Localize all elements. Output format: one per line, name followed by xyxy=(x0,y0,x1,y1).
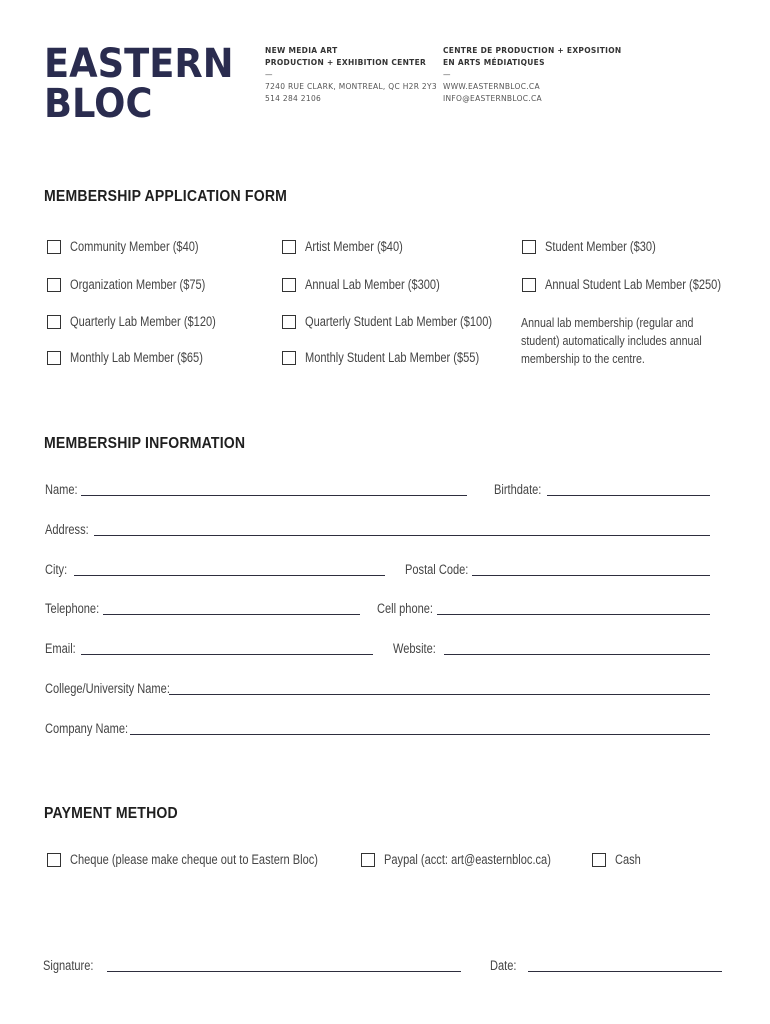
payment-cheque-label: Cheque (please make cheque out to Eastern Bloc) xyxy=(70,852,318,867)
email-input-line[interactable] xyxy=(81,653,373,655)
option-artist-member[interactable] xyxy=(282,239,424,254)
checkbox[interactable] xyxy=(47,315,61,329)
telephone-label: Telephone: xyxy=(45,601,100,616)
postal-code-field[interactable] xyxy=(405,562,710,577)
option-annual-lab-member[interactable] xyxy=(282,277,469,292)
option-label: Quarterly Student Lab Member ($100) xyxy=(305,314,493,329)
option-annual-student-lab-member[interactable] xyxy=(522,277,760,292)
option-label: Monthly Lab Member ($65) xyxy=(70,350,203,365)
header-fr-line1: CENTRE DE PRODUCTION + EXPOSITION xyxy=(443,46,622,55)
telephone-field[interactable] xyxy=(45,601,360,616)
header-fr-line2: EN ARTS MÉDIATIQUES xyxy=(443,58,545,67)
header-en-phone: 514 284 2106 xyxy=(265,94,322,103)
telephone-input-line[interactable] xyxy=(103,613,360,615)
option-monthly-student-lab-member[interactable] xyxy=(282,350,517,365)
birthdate-label: Birthdate: xyxy=(494,482,542,497)
header-fr-email: INFO@EASTERNBLOC.CA xyxy=(443,94,542,103)
name-label: Name: xyxy=(45,482,78,497)
checkbox[interactable] xyxy=(282,351,296,365)
cell-phone-input-line[interactable] xyxy=(437,613,710,615)
postal-code-input-line[interactable] xyxy=(472,574,710,576)
annual-lab-note: Annual lab membership (regular and student) automatically includes annual membership to the centre. xyxy=(521,315,702,366)
checkbox[interactable] xyxy=(47,278,61,292)
checkbox[interactable] xyxy=(592,853,606,867)
date-label: Date: xyxy=(490,958,517,973)
option-quarterly-student-lab-member[interactable] xyxy=(282,314,533,329)
header-french-block xyxy=(443,45,621,105)
signature-label: Signature: xyxy=(43,958,94,973)
birthdate-field[interactable] xyxy=(494,482,710,497)
company-label: Company Name: xyxy=(45,721,129,736)
option-monthly-lab-member[interactable] xyxy=(47,350,232,365)
college-input-line[interactable] xyxy=(169,693,710,695)
date-input-line[interactable] xyxy=(528,970,722,972)
checkbox[interactable] xyxy=(522,278,536,292)
company-field[interactable] xyxy=(45,721,710,736)
option-label: Quarterly Lab Member ($120) xyxy=(70,314,216,329)
option-student-member[interactable] xyxy=(522,239,680,254)
address-field[interactable] xyxy=(45,522,710,537)
payment-cash-label: Cash xyxy=(615,852,641,867)
email-field[interactable] xyxy=(45,641,373,656)
payment-paypal-label: Paypal (acct: art@easternbloc.ca) xyxy=(384,852,551,867)
header-fr-separator: — xyxy=(443,70,451,79)
header-en-line1: NEW MEDIA ART xyxy=(265,46,338,55)
checkbox[interactable] xyxy=(47,351,61,365)
checkbox[interactable] xyxy=(282,315,296,329)
college-label: College/University Name: xyxy=(45,681,170,696)
checkbox[interactable] xyxy=(282,278,296,292)
website-label: Website: xyxy=(393,641,436,656)
signature-field[interactable] xyxy=(43,958,461,973)
option-label: Organization Member ($75) xyxy=(70,277,206,292)
postal-code-label: Postal Code: xyxy=(405,562,469,577)
name-input-line[interactable] xyxy=(81,494,467,496)
option-quarterly-lab-member[interactable] xyxy=(47,314,248,329)
checkbox[interactable] xyxy=(522,240,536,254)
option-label: Community Member ($40) xyxy=(70,239,199,254)
header-english-block xyxy=(265,45,437,105)
cell-phone-field[interactable] xyxy=(377,601,710,616)
header-fr-web: WWW.EASTERNBLOC.CA xyxy=(443,82,540,91)
checkbox[interactable] xyxy=(361,853,375,867)
checkbox[interactable] xyxy=(47,853,61,867)
address-label: Address: xyxy=(45,522,89,537)
payment-cheque[interactable] xyxy=(47,852,372,867)
option-label: Monthly Student Lab Member ($55) xyxy=(305,350,480,365)
membership-info-title: MEMBERSHIP INFORMATION xyxy=(44,435,246,452)
city-field[interactable] xyxy=(45,562,385,577)
payment-paypal[interactable] xyxy=(361,852,588,867)
city-label: City: xyxy=(45,562,68,577)
logo-line-1: EASTERN xyxy=(44,41,234,87)
option-label: Student Member ($30) xyxy=(545,239,656,254)
payment-cash[interactable] xyxy=(592,852,647,867)
header-en-separator: — xyxy=(265,70,273,79)
college-field[interactable] xyxy=(45,681,710,696)
header-en-address: 7240 RUE CLARK, MONTREAL, QC H2R 2Y3 xyxy=(265,82,437,91)
name-field[interactable] xyxy=(45,482,467,497)
membership-form-title: MEMBERSHIP APPLICATION FORM xyxy=(44,188,288,205)
cell-phone-label: Cell phone: xyxy=(377,601,434,616)
date-field[interactable] xyxy=(490,958,722,973)
option-label: Annual Student Lab Member ($250) xyxy=(545,277,722,292)
website-field[interactable] xyxy=(393,641,710,656)
checkbox[interactable] xyxy=(47,240,61,254)
signature-input-line[interactable] xyxy=(107,970,461,972)
company-input-line[interactable] xyxy=(130,733,710,735)
option-label: Annual Lab Member ($300) xyxy=(305,277,440,292)
option-label: Artist Member ($40) xyxy=(305,239,403,254)
eastern-bloc-logo xyxy=(44,41,234,127)
option-organization-member[interactable] xyxy=(47,277,235,292)
checkbox[interactable] xyxy=(282,240,296,254)
logo-line-2: BLOC xyxy=(44,81,153,127)
option-community-member[interactable] xyxy=(47,239,227,254)
city-input-line[interactable] xyxy=(74,574,385,576)
payment-method-title: PAYMENT METHOD xyxy=(44,805,178,822)
email-label: Email: xyxy=(45,641,76,656)
header-en-line2: PRODUCTION + EXHIBITION CENTER xyxy=(265,58,427,67)
website-input-line[interactable] xyxy=(444,653,710,655)
birthdate-input-line[interactable] xyxy=(547,494,710,496)
address-input-line[interactable] xyxy=(94,534,710,536)
